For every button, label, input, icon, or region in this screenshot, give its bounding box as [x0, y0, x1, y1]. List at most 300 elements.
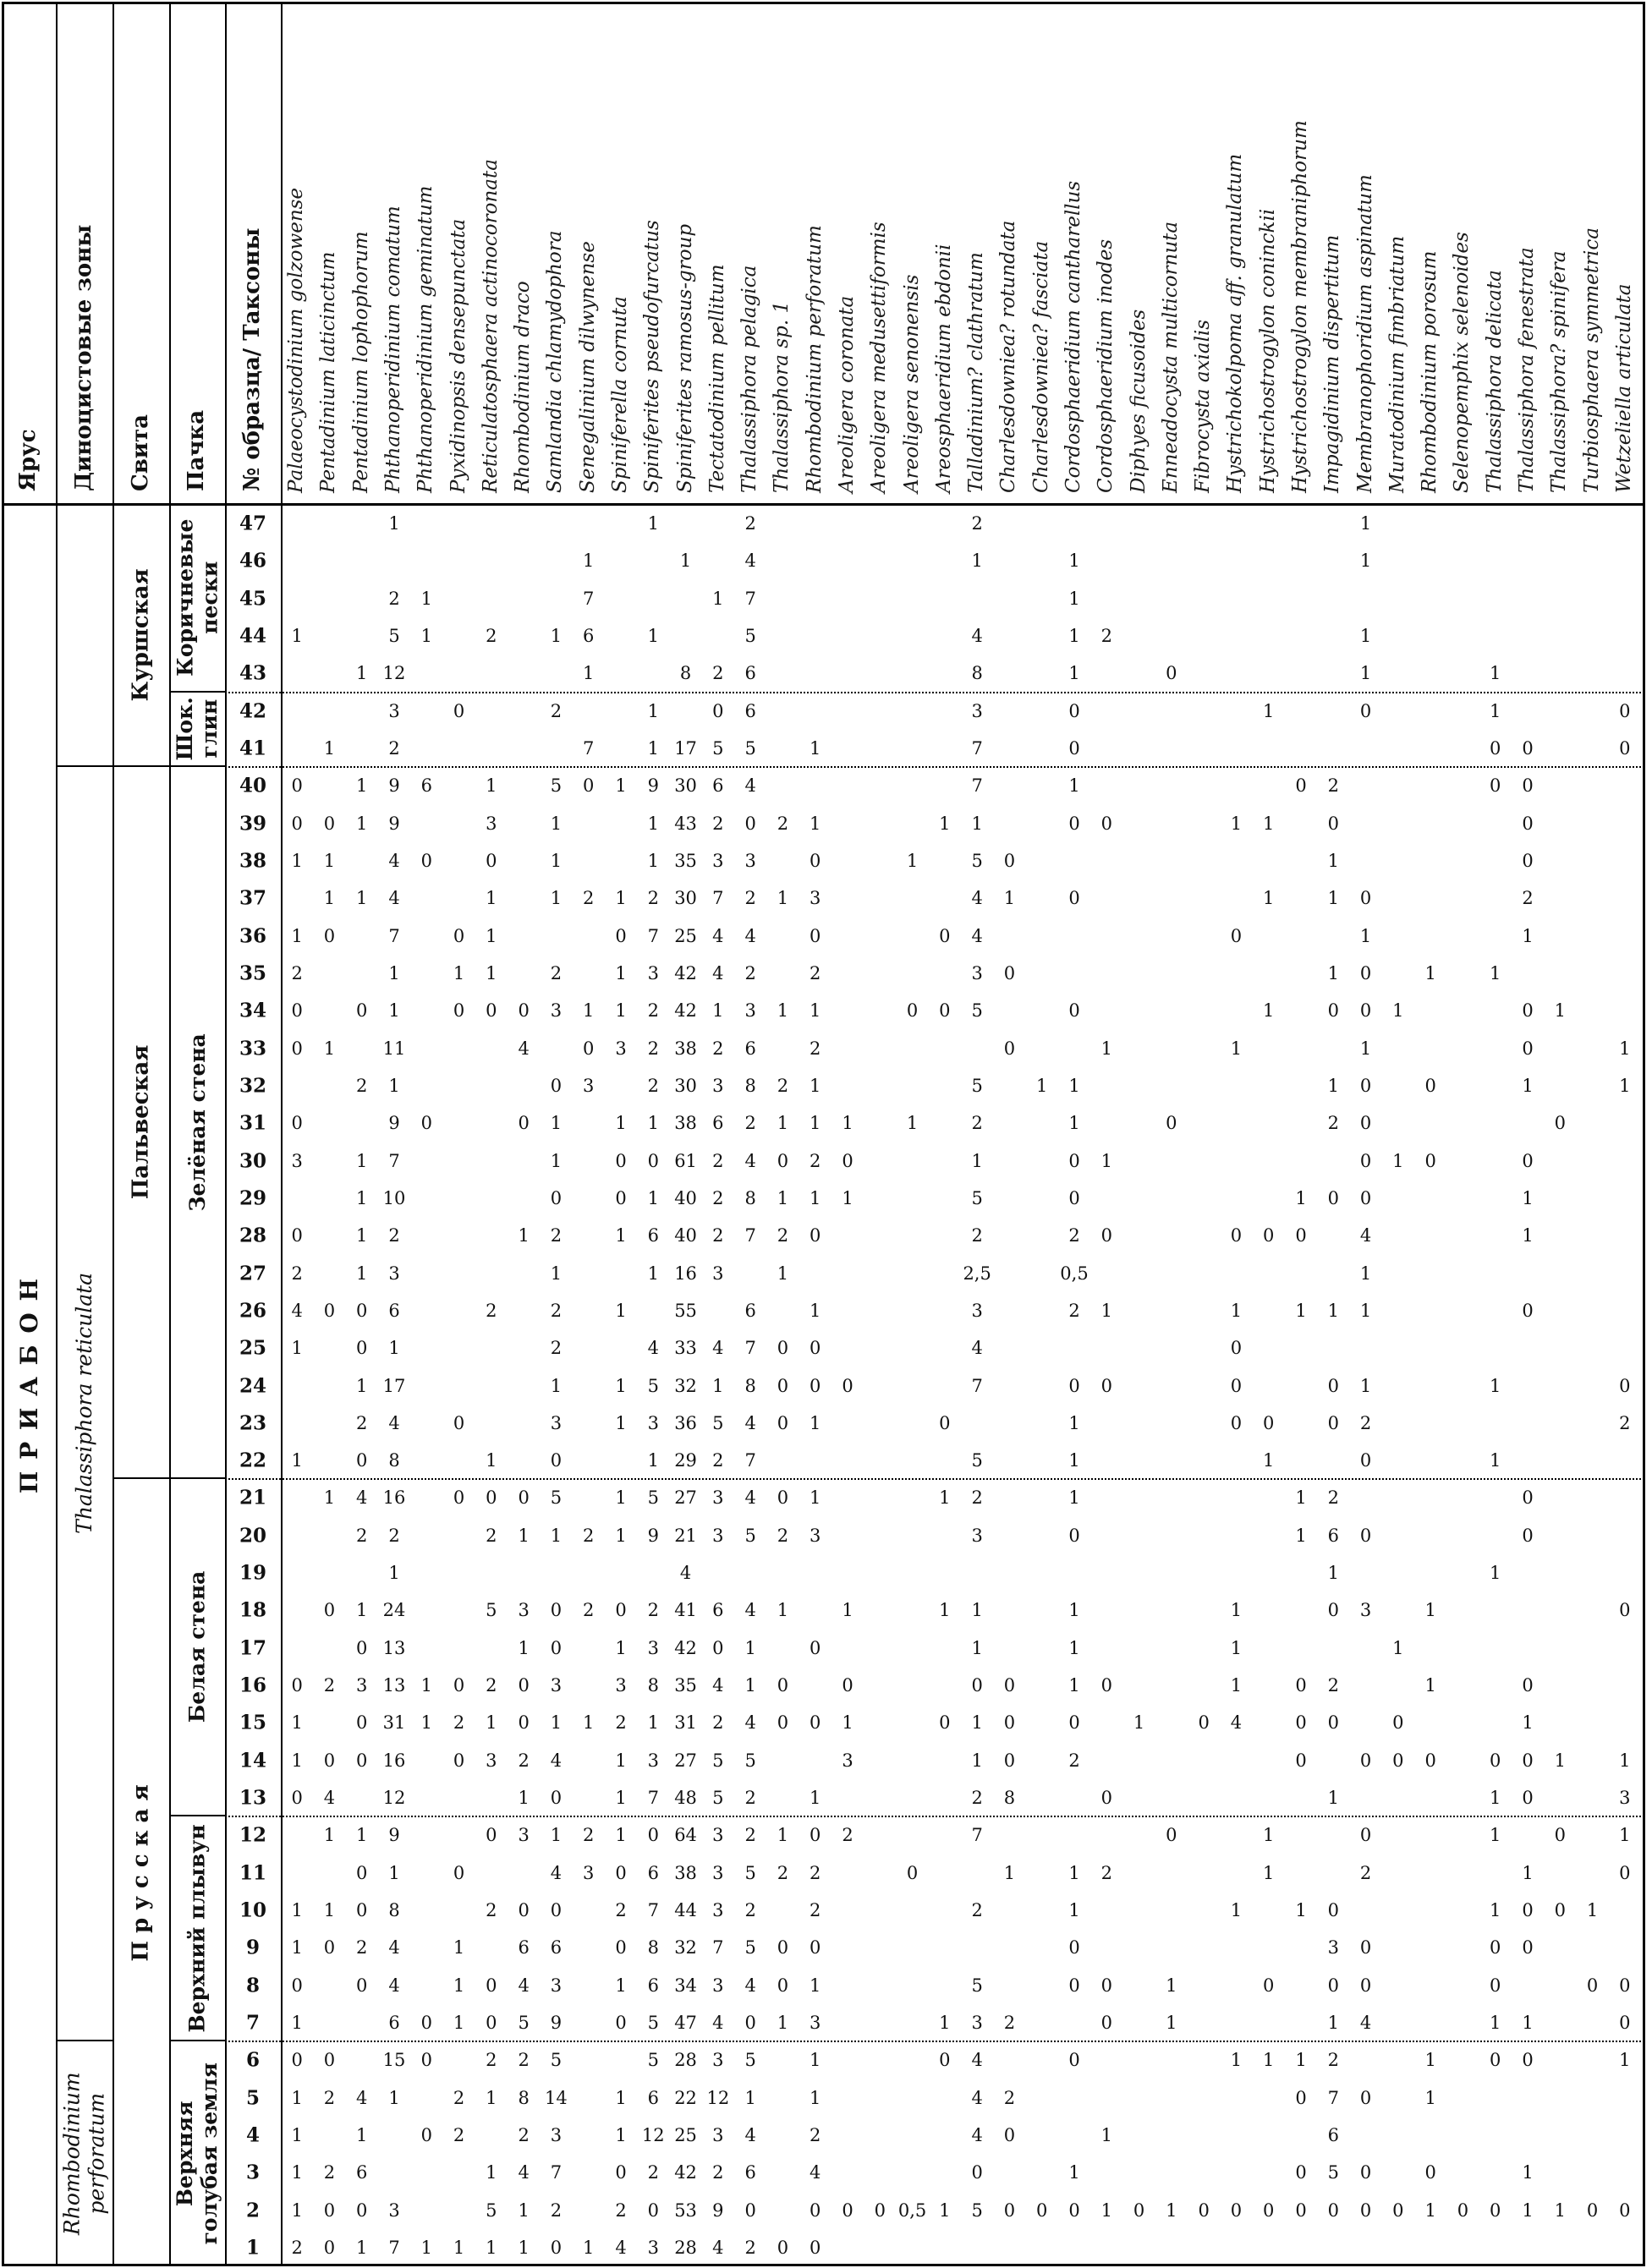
- count-cell: 3: [712, 1075, 724, 1096]
- count-cell: 1: [777, 2012, 789, 2033]
- count-cell: 1: [1166, 1975, 1177, 1996]
- count-cell: 0: [939, 1000, 951, 1022]
- count-cell: 5: [388, 626, 400, 647]
- count-cell: 2: [1327, 1675, 1339, 1696]
- count-cell: 1: [1295, 1525, 1307, 1546]
- count-cell: 1: [323, 1487, 336, 1509]
- count-cell: 35: [674, 851, 697, 872]
- count-cell: 4: [971, 2050, 983, 2071]
- count-cell: 1: [1424, 962, 1436, 983]
- count-cell: 1: [1230, 1038, 1243, 1059]
- count-cell: 1: [744, 1675, 756, 1696]
- taxon-header: Thalassiphora pelagica: [738, 265, 761, 493]
- count-cell: 1: [1230, 2050, 1243, 2071]
- count-cell: 1: [453, 2237, 465, 2258]
- sample-number: 5: [245, 2086, 261, 2110]
- count-cell: 2: [550, 962, 563, 983]
- count-cell: 2: [291, 962, 303, 983]
- count-cell: 1: [518, 1225, 530, 1246]
- count-cell: 1: [777, 1825, 789, 1846]
- count-cell: 6: [712, 1600, 724, 1621]
- count-cell: 0: [1490, 738, 1501, 759]
- count-cell: 0: [291, 813, 303, 834]
- count-cell: 1: [550, 1263, 563, 1284]
- count-cell: 0: [1424, 2162, 1436, 2183]
- count-cell: 4: [744, 1487, 756, 1509]
- count-cell: 0: [1230, 1412, 1243, 1433]
- taxon-header: Areoligera senonensis: [900, 274, 923, 493]
- count-cell: 2: [1100, 626, 1112, 647]
- count-cell: 0: [1327, 1712, 1339, 1734]
- count-cell: 0: [1068, 738, 1080, 759]
- count-cell: 2: [486, 1899, 497, 1920]
- count-cell: 3: [550, 2124, 563, 2145]
- count-cell: 1: [1036, 1075, 1048, 1096]
- count-cell: 1: [1068, 1487, 1080, 1509]
- count-cell: 47: [674, 2012, 697, 2033]
- count-cell: 1: [583, 1000, 595, 1022]
- count-cell: 0: [810, 1225, 821, 1246]
- count-cell: 0: [550, 1899, 563, 1920]
- count-cell: 0: [356, 1000, 368, 1022]
- count-cell: 2: [712, 1038, 724, 1059]
- sample-number: 13: [239, 1786, 267, 1810]
- count-cell: 0: [1068, 1975, 1080, 1996]
- count-cell: 0: [1392, 2200, 1404, 2221]
- count-cell: 1: [615, 775, 627, 797]
- count-cell: 3: [388, 700, 400, 721]
- count-cell: 10: [382, 1187, 406, 1208]
- member-group-label: Коричневые пески: [173, 518, 222, 677]
- count-cell: 2: [971, 1487, 983, 1509]
- taxon-header: Phthanoperidinium geminatum: [414, 185, 437, 493]
- count-cell: 43: [674, 813, 697, 834]
- count-cell: 2: [1619, 1412, 1631, 1433]
- count-cell: 28: [674, 2050, 697, 2071]
- count-cell: 1: [810, 1300, 821, 1321]
- count-cell: 0: [583, 1038, 595, 1059]
- count-cell: 2: [712, 2162, 724, 2183]
- count-cell: 0: [810, 2200, 821, 2221]
- count-cell: 0: [744, 2200, 756, 2221]
- count-cell: 5: [971, 851, 983, 872]
- count-cell: 0: [1068, 1187, 1080, 1208]
- count-cell: 1: [1263, 1450, 1275, 1471]
- count-cell: 1: [1068, 1113, 1080, 1134]
- count-cell: 1: [1263, 700, 1275, 721]
- count-cell: 0: [810, 1712, 821, 1734]
- count-cell: 1: [1230, 1675, 1243, 1696]
- count-cell: 1: [647, 1450, 659, 1471]
- count-cell: 1: [323, 1038, 336, 1059]
- count-cell: 1: [1263, 1825, 1275, 1846]
- count-cell: 1: [810, 1000, 821, 1022]
- count-cell: 0: [777, 1338, 789, 1359]
- count-cell: 1: [1068, 551, 1080, 572]
- count-cell: 3: [550, 1000, 563, 1022]
- count-cell: 2: [777, 1862, 789, 1883]
- count-cell: 2: [356, 1937, 368, 1958]
- count-cell: 2: [712, 1450, 724, 1471]
- count-cell: 0: [486, 2012, 497, 2033]
- count-cell: 53: [674, 2200, 697, 2221]
- count-cell: 1: [1295, 1300, 1307, 1321]
- count-cell: 6: [712, 1113, 724, 1134]
- count-cell: 2: [971, 1113, 983, 1134]
- count-cell: 8: [971, 663, 983, 684]
- count-cell: 42: [674, 1637, 697, 1658]
- count-cell: 0: [1522, 1038, 1534, 1059]
- count-cell: 0: [1295, 1750, 1307, 1771]
- count-cell: 5: [744, 738, 756, 759]
- count-cell: 0: [1230, 1225, 1243, 1246]
- count-cell: 2: [486, 2050, 497, 2071]
- count-cell: 1: [810, 1788, 821, 1808]
- count-cell: 0: [971, 2162, 983, 2183]
- count-cell: 1: [486, 2237, 497, 2258]
- count-cell: 4: [744, 551, 756, 572]
- count-cell: 1: [1166, 2200, 1177, 2221]
- sample-number: 36: [239, 924, 267, 948]
- count-cell: 0: [1522, 1300, 1534, 1321]
- taxon-header: Impagidinium dispertitum: [1321, 234, 1344, 493]
- count-cell: 1: [550, 1712, 563, 1734]
- count-cell: 0: [550, 1600, 563, 1621]
- taxon-header: Selenopemphix selenoides: [1451, 232, 1474, 493]
- count-cell: 1: [810, 2087, 821, 2108]
- count-cell: 0: [777, 1150, 789, 1171]
- count-cell: 40: [674, 1187, 697, 1208]
- count-cell: 1: [1554, 2200, 1566, 2221]
- count-cell: 1: [712, 1375, 724, 1396]
- count-cell: 0: [583, 775, 595, 797]
- taxon-header: Pentadinium laticinctum: [317, 251, 340, 493]
- member-group-label: Зелёная стена: [184, 1033, 210, 1212]
- count-cell: 1: [291, 2124, 303, 2145]
- sample-number: 44: [239, 624, 267, 648]
- count-cell: 1: [1359, 1300, 1372, 1321]
- count-cell: 0: [1490, 1750, 1501, 1771]
- count-cell: 1: [1100, 1038, 1112, 1059]
- count-cell: 7: [388, 2237, 400, 2258]
- count-cell: 2: [518, 2124, 530, 2145]
- count-cell: 0: [1490, 1937, 1501, 1958]
- count-cell: 0: [356, 1450, 368, 1471]
- count-cell: 2: [777, 1225, 789, 1246]
- count-cell: 1: [518, 1525, 530, 1546]
- count-cell: 1: [583, 1712, 595, 1734]
- count-cell: 40: [674, 1225, 697, 1246]
- zone-group-label: Thalassiphora reticulata: [72, 1273, 97, 1535]
- count-cell: 0: [453, 1000, 465, 1022]
- count-cell: 1: [1263, 1862, 1275, 1883]
- count-cell: 2: [323, 2162, 336, 2183]
- count-cell: 0: [1359, 1825, 1372, 1846]
- column-header-suite: Свита: [127, 414, 153, 491]
- count-cell: 27: [674, 1487, 697, 1509]
- count-cell: 4: [712, 1338, 724, 1359]
- count-cell: 16: [674, 1263, 697, 1284]
- count-cell: 2: [550, 1225, 563, 1246]
- sample-number: 1: [245, 2236, 261, 2260]
- count-cell: 3: [356, 1675, 368, 1696]
- count-cell: 3: [712, 2124, 724, 2145]
- count-cell: 0: [615, 2012, 627, 2033]
- count-cell: 7: [388, 1150, 400, 1171]
- count-cell: 4: [615, 2237, 627, 2258]
- taxon-header: Muratodinium fimbriatum: [1386, 235, 1408, 493]
- count-cell: 5: [647, 2012, 659, 2033]
- count-cell: 4: [971, 626, 983, 647]
- count-cell: 4: [388, 851, 400, 872]
- count-cell: 8: [679, 663, 692, 684]
- count-cell: 1: [1230, 1637, 1243, 1658]
- count-cell: 1: [388, 1338, 400, 1359]
- count-cell: 4: [388, 1975, 400, 1996]
- count-cell: 5: [647, 1375, 659, 1396]
- taxon-header: Spiniferites pseudofurcatus: [641, 220, 664, 493]
- count-cell: 1: [615, 2087, 627, 2108]
- count-cell: 3: [550, 1975, 563, 1996]
- count-cell: 1: [550, 1825, 563, 1846]
- sample-number: 24: [239, 1374, 267, 1397]
- count-cell: 1: [550, 851, 563, 872]
- count-cell: 1: [1359, 925, 1372, 946]
- member-group: [171, 767, 225, 1479]
- count-cell: 1: [291, 925, 303, 946]
- count-cell: 0: [1522, 1675, 1534, 1696]
- count-cell: 0: [550, 1450, 563, 1471]
- count-cell: 0: [1522, 1487, 1534, 1509]
- count-cell: 2: [550, 2200, 563, 2221]
- count-cell: 2: [453, 1712, 465, 1734]
- count-cell: 1: [486, 925, 497, 946]
- count-cell: 0: [518, 1000, 530, 1022]
- count-cell: 4: [744, 1600, 756, 1621]
- count-cell: 1: [647, 1187, 659, 1208]
- count-cell: 3: [486, 813, 497, 834]
- count-cell: 3: [712, 1862, 724, 1883]
- count-cell: 5: [744, 1862, 756, 1883]
- count-cell: 2: [744, 962, 756, 983]
- count-cell: 2: [744, 1113, 756, 1134]
- count-cell: 2: [712, 813, 724, 834]
- count-cell: 1: [1100, 1300, 1112, 1321]
- count-cell: 4: [647, 1338, 659, 1359]
- count-cell: 1: [518, 2237, 530, 2258]
- sample-number: 47: [239, 512, 267, 535]
- count-cell: 3: [810, 2012, 821, 2033]
- column-header-stage: Ярус: [15, 429, 41, 491]
- count-cell: 0: [1327, 1000, 1339, 1022]
- count-cell: 1: [356, 888, 368, 909]
- count-cell: 0: [323, 925, 336, 946]
- count-cell: 3: [971, 2012, 983, 2033]
- count-cell: 2: [550, 1338, 563, 1359]
- count-cell: 1: [777, 1000, 789, 1022]
- count-cell: 1: [356, 1187, 368, 1208]
- count-cell: 2: [647, 2162, 659, 2183]
- count-cell: 0: [486, 1825, 497, 1846]
- count-cell: 41: [674, 1600, 697, 1621]
- count-cell: 1: [1522, 1862, 1534, 1883]
- count-cell: 2: [810, 2124, 821, 2145]
- sample-number: 29: [239, 1186, 267, 1210]
- count-cell: 3: [971, 962, 983, 983]
- count-cell: 12: [641, 2124, 665, 2145]
- count-cell: 4: [744, 925, 756, 946]
- count-cell: 1: [1295, 1899, 1307, 1920]
- count-cell: 4: [712, 962, 724, 983]
- count-cell: 0: [810, 1375, 821, 1396]
- count-cell: 3: [744, 851, 756, 872]
- count-cell: 0: [1359, 1000, 1372, 1022]
- count-cell: 0: [939, 1412, 951, 1433]
- count-cell: 38: [674, 1038, 697, 1059]
- count-cell: 0: [420, 851, 432, 872]
- count-cell: 1: [810, 2050, 821, 2071]
- sample-number: 8: [245, 1974, 261, 1997]
- count-cell: 0: [1392, 1712, 1404, 1734]
- count-cell: 6: [420, 775, 432, 797]
- count-cell: 1: [420, 1712, 432, 1734]
- count-cell: 25: [674, 2124, 697, 2145]
- count-cell: 0: [356, 1862, 368, 1883]
- count-cell: 4: [518, 1038, 530, 1059]
- count-cell: 0: [291, 1225, 303, 1246]
- count-cell: 1: [1230, 1899, 1243, 1920]
- count-cell: 1: [615, 888, 627, 909]
- count-cell: 1: [420, 626, 432, 647]
- count-cell: 1: [647, 1113, 659, 1134]
- count-cell: 0: [1230, 1375, 1243, 1396]
- count-cell: 0: [971, 1675, 983, 1696]
- count-cell: 0: [453, 1862, 465, 1883]
- count-cell: 1: [1586, 1899, 1599, 1920]
- count-cell: 31: [674, 1712, 697, 1734]
- count-cell: 9: [647, 775, 659, 797]
- count-cell: 30: [674, 1075, 697, 1096]
- count-cell: 6: [744, 700, 756, 721]
- count-cell: 0: [1036, 2200, 1048, 2221]
- count-cell: 55: [674, 1300, 697, 1321]
- count-cell: 3: [647, 962, 659, 983]
- suite-group-label: Пальвеская: [128, 1044, 154, 1200]
- count-cell: 38: [674, 1113, 697, 1134]
- count-cell: 6: [744, 663, 756, 684]
- count-cell: 0: [486, 851, 497, 872]
- sample-number: 20: [239, 1524, 267, 1548]
- count-cell: 2: [744, 1788, 756, 1808]
- taxon-header: Thalassiphora delicata: [1483, 270, 1506, 493]
- count-cell: 0: [1424, 1750, 1436, 1771]
- count-cell: 28: [674, 2237, 697, 2258]
- count-cell: 2: [486, 626, 497, 647]
- count-cell: 0: [777, 2237, 789, 2258]
- count-cell: 0: [1327, 1412, 1339, 1433]
- count-cell: 1: [388, 1563, 400, 1584]
- count-cell: 0: [323, 1300, 336, 1321]
- taxon-header: Rhombodinium perforatum: [803, 225, 826, 493]
- count-cell: 1: [842, 1187, 853, 1208]
- count-cell: 1: [1068, 2162, 1080, 2183]
- count-cell: 1: [1490, 663, 1501, 684]
- count-cell: 0: [1295, 1225, 1307, 1246]
- count-cell: 1: [1263, 813, 1275, 834]
- count-cell: 3: [647, 1412, 659, 1433]
- count-cell: 1: [356, 1225, 368, 1246]
- count-cell: 0: [615, 2162, 627, 2183]
- count-cell: 0: [323, 2050, 336, 2071]
- count-cell: 24: [382, 1600, 406, 1621]
- count-cell: 1: [1327, 851, 1339, 872]
- count-cell: 5: [712, 1788, 724, 1808]
- count-cell: 1: [939, 2012, 951, 2033]
- count-cell: 2: [583, 1600, 595, 1621]
- sample-number: 12: [239, 1823, 267, 1847]
- count-cell: 2: [712, 1150, 724, 1171]
- count-cell: 0: [420, 2124, 432, 2145]
- count-cell: 5: [744, 1937, 756, 1958]
- count-cell: 2: [1327, 775, 1339, 797]
- count-cell: 2,5: [963, 1263, 991, 1284]
- count-cell: 2: [388, 1225, 400, 1246]
- count-cell: 2: [323, 2087, 336, 2108]
- count-cell: 1: [679, 551, 692, 572]
- count-cell: 1: [1068, 1075, 1080, 1096]
- count-cell: 0: [323, 1937, 336, 1958]
- count-cell: 1: [356, 775, 368, 797]
- count-cell: 0: [1619, 1862, 1631, 1883]
- count-cell: 1: [1359, 551, 1372, 572]
- count-cell: 3: [971, 1300, 983, 1321]
- count-cell: 6: [712, 775, 724, 797]
- count-cell: 2: [777, 813, 789, 834]
- taxon-header: Turbiosphaera symmetrica: [1580, 227, 1603, 493]
- count-cell: 1: [1068, 1675, 1080, 1696]
- count-cell: 2: [1003, 2087, 1016, 2108]
- count-cell: 6: [744, 1038, 756, 1059]
- count-cell: 0: [1100, 813, 1112, 834]
- count-cell: 1: [356, 1150, 368, 1171]
- taxon-header: Hystrichostrogylon coninckii: [1256, 208, 1279, 493]
- count-cell: 4: [550, 1750, 563, 1771]
- count-cell: 0: [1003, 2124, 1016, 2145]
- count-cell: 1: [518, 2200, 530, 2221]
- sample-number: 42: [239, 699, 267, 723]
- count-cell: 0: [615, 1937, 627, 1958]
- count-cell: 0: [1359, 2087, 1372, 2108]
- sample-number: 7: [245, 2011, 261, 2035]
- count-cell: 0: [1327, 1187, 1339, 1208]
- count-cell: 2: [518, 1750, 530, 1771]
- count-cell: 5: [971, 1450, 983, 1471]
- count-cell: 1: [1490, 962, 1501, 983]
- count-cell: 2: [291, 1263, 303, 1284]
- count-cell: 3: [810, 888, 821, 909]
- count-cell: 1: [1522, 1225, 1534, 1246]
- count-cell: 0: [1166, 1825, 1177, 1846]
- count-cell: 1: [647, 513, 659, 534]
- count-cell: 2: [583, 888, 595, 909]
- count-cell: 1: [388, 962, 400, 983]
- count-cell: 8: [647, 1937, 659, 1958]
- count-cell: 1: [906, 1113, 919, 1134]
- count-cell: 3: [744, 1000, 756, 1022]
- count-cell: 0: [1003, 1038, 1016, 1059]
- count-cell: 5: [486, 2200, 497, 2221]
- count-cell: 0: [1359, 1150, 1372, 1171]
